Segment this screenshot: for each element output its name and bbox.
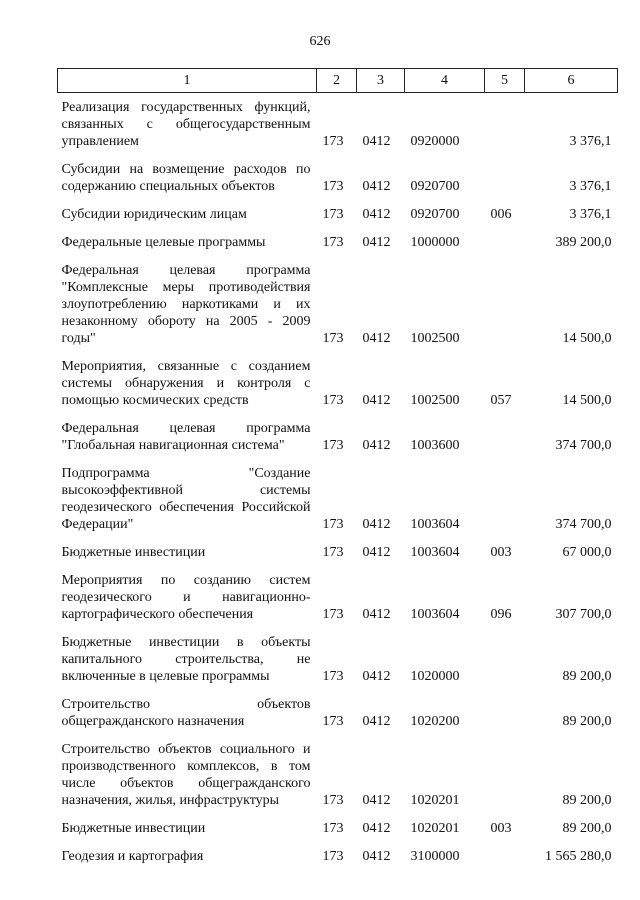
item-section: 0412 — [362, 714, 391, 729]
item-code: 173 — [322, 849, 344, 864]
table-row — [58, 93, 618, 151]
item-section: 0412 — [362, 235, 391, 250]
item-code: 173 — [322, 134, 344, 149]
item-expense-type: 096 — [490, 607, 512, 622]
column-header-4: 4 — [405, 69, 485, 93]
table-row — [58, 730, 618, 809]
item-code: 173 — [322, 669, 344, 684]
item-target: 1020201 — [410, 793, 460, 808]
item-target: 1000000 — [410, 235, 460, 250]
item-amount: 89 200,0 — [562, 714, 612, 729]
item-amount: 374 700,0 — [555, 517, 612, 532]
item-amount: 3 376,1 — [569, 134, 612, 149]
item-expense-type — [485, 454, 525, 533]
item-target: 1003604 — [410, 607, 460, 622]
item-amount: 67 000,0 — [562, 545, 612, 560]
item-section: 0412 — [362, 207, 391, 222]
table-row — [58, 809, 618, 837]
item-target: 1002500 — [410, 393, 460, 408]
item-target: 0920000 — [410, 134, 460, 149]
item-expense-type: 003 — [490, 545, 512, 560]
item-name: Федеральная целевая программа "Комплексные меры противодействия злоупотреблению наркотиками и их незаконному обороту на 2005 - 2009 годы" — [61, 263, 311, 346]
item-section: 0412 — [362, 545, 391, 560]
item-code: 173 — [322, 179, 344, 194]
item-amount: 374 700,0 — [555, 438, 612, 453]
item-name: Строительство объектов общегражданского назначения — [61, 697, 311, 729]
item-amount: 1 565 280,0 — [545, 849, 612, 864]
item-section: 0412 — [362, 821, 391, 836]
item-target: 0920700 — [410, 207, 460, 222]
item-code: 173 — [322, 207, 344, 222]
table-row — [58, 685, 618, 730]
item-name: Подпрограмма "Создание высокоэффективной системы геодезического обеспечения Российской Федерации" — [61, 466, 311, 532]
item-code: 173 — [322, 235, 344, 250]
table-row — [58, 251, 618, 347]
item-name: Реализация государственных функций, связанных с общегосударственным управлением — [61, 100, 311, 149]
item-amount: 89 200,0 — [562, 793, 612, 808]
item-target: 1003600 — [410, 438, 460, 453]
item-section: 0412 — [362, 669, 391, 684]
column-header-6: 6 — [525, 69, 618, 93]
table-row — [58, 223, 618, 251]
table-row — [58, 409, 618, 454]
item-code: 173 — [322, 517, 344, 532]
item-target: 1020200 — [410, 714, 460, 729]
item-code: 173 — [322, 545, 344, 560]
item-expense-type — [485, 223, 525, 251]
item-section: 0412 — [362, 607, 391, 622]
item-section: 0412 — [362, 393, 391, 408]
item-expense-type — [485, 730, 525, 809]
table-row — [58, 533, 618, 561]
table-row — [58, 561, 618, 623]
item-name: Бюджетные инвестиции — [61, 545, 206, 560]
item-expense-type — [485, 623, 525, 685]
item-expense-type — [485, 837, 525, 865]
item-code: 173 — [322, 607, 344, 622]
item-expense-type — [485, 409, 525, 454]
item-target: 0920700 — [410, 179, 460, 194]
item-code: 173 — [322, 821, 344, 836]
item-name: Федеральная целевая программа "Глобальная навигационная система" — [61, 421, 311, 453]
item-name: Мероприятия по созданию систем геодезического и навигационно-картографического обеспечения — [61, 573, 311, 622]
table-row — [58, 623, 618, 685]
item-amount: 3 376,1 — [569, 179, 612, 194]
item-section: 0412 — [362, 793, 391, 808]
item-section: 0412 — [362, 438, 391, 453]
item-code: 173 — [322, 438, 344, 453]
column-header-2: 2 — [317, 69, 357, 93]
item-amount: 14 500,0 — [562, 331, 612, 346]
item-amount: 89 200,0 — [562, 669, 612, 684]
item-expense-type — [485, 251, 525, 347]
item-amount: 14 500,0 — [562, 393, 612, 408]
item-expense-type — [485, 93, 525, 151]
item-name: Геодезия и картография — [61, 849, 204, 864]
column-header-5: 5 — [485, 69, 525, 93]
table-row — [58, 195, 618, 223]
item-expense-type — [485, 150, 525, 195]
item-amount: 307 700,0 — [555, 607, 612, 622]
item-target: 1020201 — [410, 821, 460, 836]
table-header-row — [58, 69, 618, 93]
item-code: 173 — [322, 331, 344, 346]
item-code: 173 — [322, 714, 344, 729]
item-code: 173 — [322, 393, 344, 408]
item-name: Субсидии юридическим лицам — [61, 207, 247, 222]
item-target: 1003604 — [410, 545, 460, 560]
item-name: Субсидии на возмещение расходов по содержанию специальных объектов — [61, 162, 311, 194]
item-target: 3100000 — [410, 849, 460, 864]
item-name: Бюджетные инвестиции — [61, 821, 206, 836]
item-code: 173 — [322, 793, 344, 808]
item-name: Мероприятия, связанные с созданием системы обнаружения и контроля с помощью космических средств — [61, 359, 311, 408]
item-section: 0412 — [362, 849, 391, 864]
item-name: Бюджетные инвестиции в объекты капитального строительства, не включенные в целевые программы — [61, 635, 311, 684]
column-header-1: 1 — [58, 69, 317, 93]
item-section: 0412 — [362, 134, 391, 149]
item-target: 1003604 — [410, 517, 460, 532]
item-expense-type: 003 — [490, 821, 512, 836]
item-expense-type — [485, 685, 525, 730]
item-amount: 3 376,1 — [569, 207, 612, 222]
item-target: 1002500 — [410, 331, 460, 346]
column-header-3: 3 — [357, 69, 405, 93]
table-row — [58, 150, 618, 195]
item-expense-type: 057 — [490, 393, 512, 408]
item-name: Федеральные целевые программы — [61, 235, 266, 250]
item-amount: 89 200,0 — [562, 821, 612, 836]
item-expense-type: 006 — [490, 207, 512, 222]
item-section: 0412 — [362, 331, 391, 346]
table-row — [58, 347, 618, 409]
budget-table — [57, 68, 618, 865]
table-row — [58, 837, 618, 865]
page-number: 626 — [309, 34, 331, 49]
item-section: 0412 — [362, 179, 391, 194]
table-row — [58, 454, 618, 533]
item-name: Строительство объектов социального и производственного комплексов, в том числе объектов общегражданского назначения, жилья, инфраструктуры — [61, 742, 311, 808]
item-target: 1020000 — [410, 669, 460, 684]
item-amount: 389 200,0 — [555, 235, 612, 250]
item-section: 0412 — [362, 517, 391, 532]
